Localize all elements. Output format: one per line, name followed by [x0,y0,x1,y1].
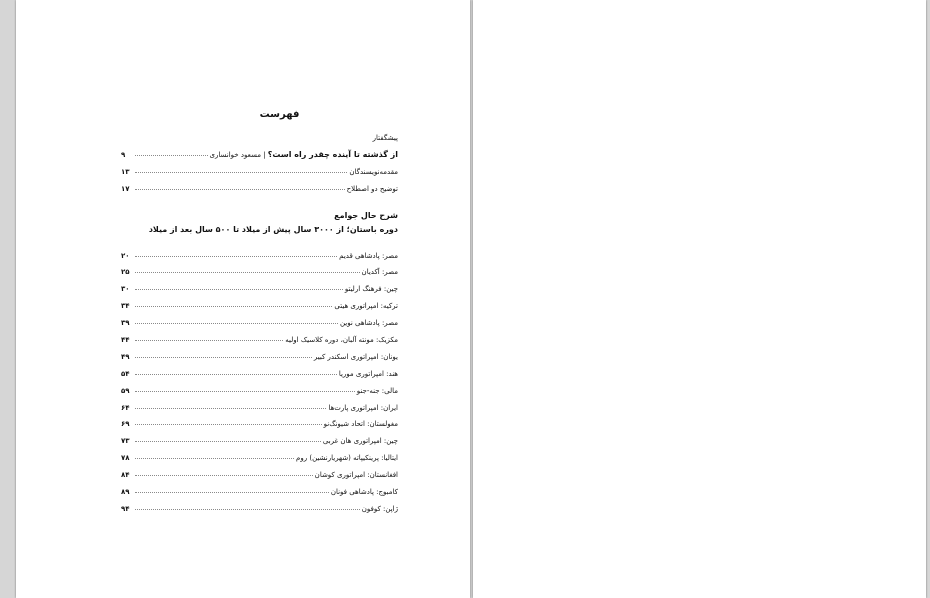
toc-entry[interactable] [121,361,398,378]
toc-entry[interactable] [121,310,398,327]
toc-page-number: ۴۹ [121,352,130,361]
toc-page-number: ۹ [121,150,126,159]
toc-page-number: ۳۰ [121,285,130,294]
toc-title: فهرست [259,109,300,120]
toc-entry-text: مالی: جنه-جنو [356,386,398,395]
toc-entry[interactable] [121,395,398,412]
toc-subsection-heading: دوره باستان؛ از ۳۰۰۰ سال پیش از میلاد تا ۵۰۰ سال بعد از میلاد [148,224,398,234]
toc-page-number: ۲۰ [121,251,130,260]
toc-page-number: ۷۸ [121,454,130,463]
dot-leader [135,491,329,493]
toc-entry[interactable] [121,159,398,176]
document-page-right [473,0,926,598]
toc-entry[interactable] [121,327,398,344]
dot-leader [135,271,360,273]
toc-preface-label: پیشگفتار [372,134,398,142]
dot-leader [135,457,294,459]
toc-entry-text: یونان: امپراتوری اسکندر کبیر [313,352,398,361]
dot-leader [135,171,347,173]
toc-entry[interactable] [121,293,398,310]
toc-entry[interactable] [121,428,398,445]
toc-page-number: ۸۹ [121,488,130,497]
dot-leader [135,356,312,358]
toc-entry-text: ترکیه: امپراتوری هیتی [334,302,398,311]
toc-page-number: ۹۴ [121,504,130,513]
toc-entry[interactable] [121,276,398,293]
toc-entry[interactable] [121,479,398,496]
dot-leader [135,322,338,324]
toc-page-number: ۸۴ [121,471,130,480]
toc-page-number: ۵۴ [121,369,130,378]
toc-page-number: ۱۷ [121,184,130,193]
dot-leader [135,440,321,442]
toc-entry[interactable] [121,412,398,429]
toc-page-number: ۵۹ [121,386,130,395]
toc-entry-text: مصر: آکدیان [361,268,398,277]
toc-entry-text: چین: فرهنگ ارلیتو [344,285,398,294]
dot-leader [135,474,313,476]
toc-page-number: ۱۳ [121,167,130,176]
toc-page-number: ۲۵ [121,268,130,277]
toc-entry-text: افغانستان: امپراتوری کوشان [314,471,398,480]
toc-section-heading: شرح حال جوامع [334,210,398,220]
dot-leader [135,423,322,425]
toc-page-number: ۳۹ [121,319,130,328]
toc-entry-text: چین: امپراتوری هان غربی [322,437,398,446]
toc-entry[interactable] [121,462,398,479]
toc-entry[interactable] [121,496,398,513]
dot-leader [135,305,332,307]
dot-leader [135,373,337,375]
toc-entry-text: مغولستان: اتحاد شیونگ‌نو [323,420,398,429]
toc-entry[interactable] [121,344,398,361]
toc-entry-text: ایران: امپراتوری پارت‌ها [328,403,398,412]
toc-entry-text: هند: امپراتوری موریا [338,369,398,378]
toc-page-number: ۶۴ [121,403,130,412]
dot-leader [135,508,360,510]
toc-entry-text: ژاپن: کوفون [361,504,398,513]
toc-entry[interactable] [121,378,398,395]
dot-leader [135,255,337,257]
document-page-left [16,0,470,598]
toc-entry-text: کامبوج: پادشاهی فونان [330,488,398,497]
dot-leader [135,390,355,392]
dot-leader [135,339,283,341]
toc-entry-text: مکزیک: مونته آلبان، دوره کلاسیک اولیه [285,336,398,345]
toc-page-number: ۶۹ [121,420,130,429]
toc-entry[interactable] [121,243,398,260]
toc-entry[interactable] [121,260,398,277]
toc-entry-text: توضیح دو اصطلاح [346,184,398,193]
dot-leader [135,188,345,190]
toc-entry[interactable] [121,176,398,193]
toc-page-number: ۷۳ [121,437,130,446]
toc-entry[interactable] [121,445,398,462]
toc-entry-text: مصر: پادشاهی نوین [339,319,398,328]
toc-page-number: ۳۴ [121,302,130,311]
toc-entry-title: از گذشته تا آینده چقدر راه است؟ [267,149,398,159]
toc-entry-text: مقدمه‌نویسندگان [349,167,398,176]
dot-leader [135,407,326,409]
toc-entry[interactable] [121,142,398,159]
toc-page-number: ۴۴ [121,336,130,345]
toc-entry-author: | مسعود خوانساری [209,150,266,159]
toc-entry-text: مصر: پادشاهی قدیم [339,251,398,260]
dot-leader [135,154,208,156]
table-of-contents [121,109,398,513]
dot-leader [135,288,343,290]
toc-entry-text: ایتالیا: پرینکیپاته (شهریارنشین) روم [296,454,398,463]
